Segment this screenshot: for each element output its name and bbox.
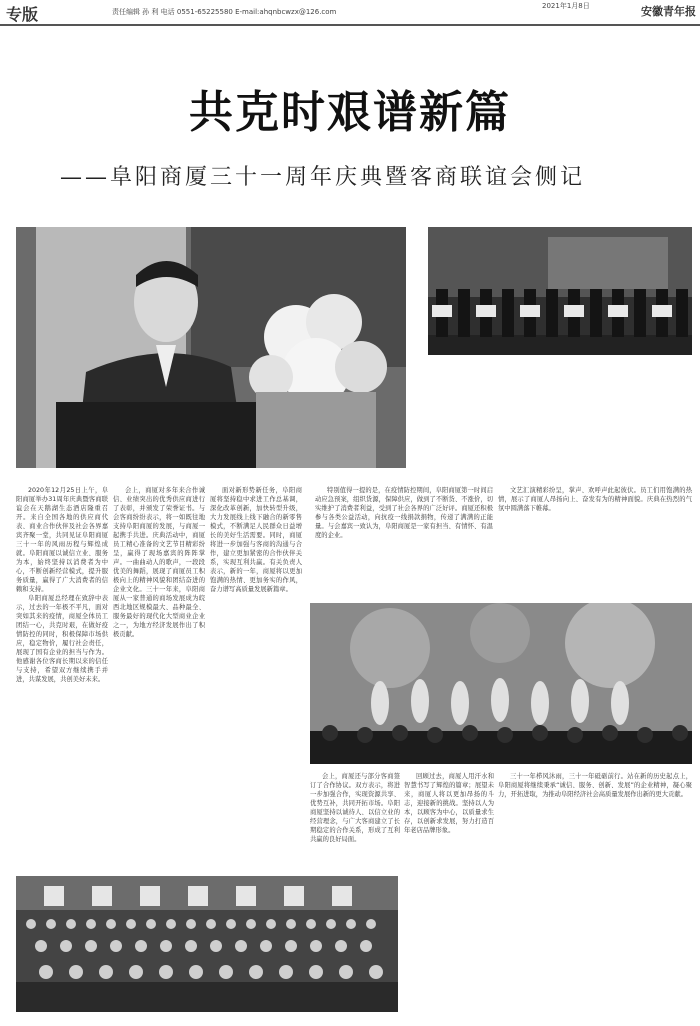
article-column-6	[310, 772, 400, 872]
article-column-7	[404, 772, 494, 1012]
article-column-5	[498, 486, 692, 598]
award-ceremony-photo	[428, 227, 692, 355]
issue-date: 2021年1月8日	[542, 2, 590, 10]
article-column-4	[315, 486, 493, 598]
article-paragraph: 文艺汇演精彩纷呈，掌声、欢呼声此起彼伏。员工们用饱满的热情，展示了商厦人昂扬向上、奋发有为的精神面貌。庆典在热烈的气氛中圆满落下帷幕。	[498, 487, 692, 512]
article-paragraph: 回顾过去，商厦人用汗水和智慧书写了辉煌的篇章；展望未来，商厦人将以更加昂扬的斗志，迎接新的挑战。坚持以人为本，以顾客为中心，以质量求生存，以创新求发展，努力打造百年老店品牌形象。	[404, 773, 494, 834]
article-paragraph: 会上，商厦对多年来合作诚信、业绩突出的优秀供应商进行了表彰，并颁发了荣誉证书。与会客商纷纷表示，将一如既往地支持阜阳商厦的发展，与商厦一起携手共进。庆典活动中，商厦员工精心准备的文艺节目精彩纷呈，赢得了现场嘉宾的阵阵掌声。一曲曲动人的歌声，一段段优美的舞蹈，展现了商厦员工积极向上的精神风貌和团结奋进的企业文化。三十一年来，阜阳商厦从一家普通的商场发展成为皖西北地区规模最大、品种最全、服务最好的现代化大型商业企业之一，为地方经济发展作出了积极贡献。	[113, 487, 205, 638]
section-label: 专版	[6, 5, 39, 24]
article-paragraph: 会上，商厦还与部分客商签订了合作协议。双方表示，将进一步加强合作，实现资源共享、优势互补，共同开拓市场。阜阳商厦坚持以诚待人、以信立业的经营理念，与广大客商建立了长期稳定的合作关系，形成了互利共赢的良好局面。	[310, 773, 400, 843]
headline-title: 共克时艰谱新篇	[189, 87, 511, 138]
article-paragraph: 阜阳商厦总经理在致辞中表示，过去的一年极不平凡，面对突如其来的疫情，商厦全体员工团结一心，共克时艰，在做好疫情防控的同时，积极保障市场供应，稳定物价，履行社会责任，展现了国有企业的担当与作为。他感谢各位客商长期以来的信任与支持，希望双方继续携手并进，共谋发展，共创美好未来。	[16, 595, 108, 683]
article-paragraph: 特别值得一提的是，在疫情防控期间，阜阳商厦第一时间启动应急预案，组织货源，保障供应，做到了不断货、不涨价，切实维护了消费者利益，受到了社会各界的广泛好评。商厦还积极参与各类公益活动，向抗疫一线捐款捐物，传递了满满的正能量。与会嘉宾一致认为，阜阳商厦是一家有担当、有情怀、有温度的企业。	[315, 487, 493, 539]
editor-contact: 责任编辑 孙 利 电话 0551-65225580 E-mail:ahqnbcwzx@126.com	[112, 8, 337, 16]
headline-subtitle: ——阜阳商厦三十一周年庆典暨客商联谊会侧记	[60, 165, 586, 190]
stage-performance-photo	[310, 603, 692, 764]
article-column-2	[113, 486, 205, 874]
group-photo	[16, 876, 398, 1012]
article-paragraph: 2020年12月25日上午，阜阳商厦举办31周年庆典暨客商联谊会在天鹅湖生态酒店隆重召开。来自全国各地的供应商代表、商业合作伙伴及社会各界嘉宾齐聚一堂，共同见证阜阳商厦三十一年的风雨历程与辉煌成就。阜阳商厦以诚信立业、服务为本，始终坚持以消费者为中心，不断创新经营模式，提升服务质量，赢得了广大消费者的信赖和支持。	[16, 487, 108, 593]
article-column-8	[498, 772, 692, 1012]
article-paragraph: 三十一年栉风沐雨，三十一年砥砺前行。站在新的历史起点上，阜阳商厦将继续秉承“诚信、服务、创新、发展”的企业精神，凝心聚力，开拓进取，为推动阜阳经济社会高质量发展作出新的更大贡献。	[498, 773, 692, 798]
speaker-photo	[16, 227, 406, 468]
page-header	[0, 0, 700, 26]
article-column-1	[16, 486, 108, 874]
newspaper-name: 安徽青年报	[641, 5, 696, 18]
article-column-3	[210, 486, 302, 874]
article-paragraph: 面对新形势新任务，阜阳商厦将坚持稳中求进工作总基调，深化改革创新，加快转型升级，大力发展线上线下融合的新零售模式，不断满足人民群众日益增长的美好生活需要。同时，商厦将进一步加强与客商的沟通与合作，建立更加紧密的合作伙伴关系，实现互利共赢。有关负责人表示，新的一年，商厦将以更加饱满的热情、更加务实的作风，奋力谱写高质量发展新篇章。	[210, 487, 302, 593]
